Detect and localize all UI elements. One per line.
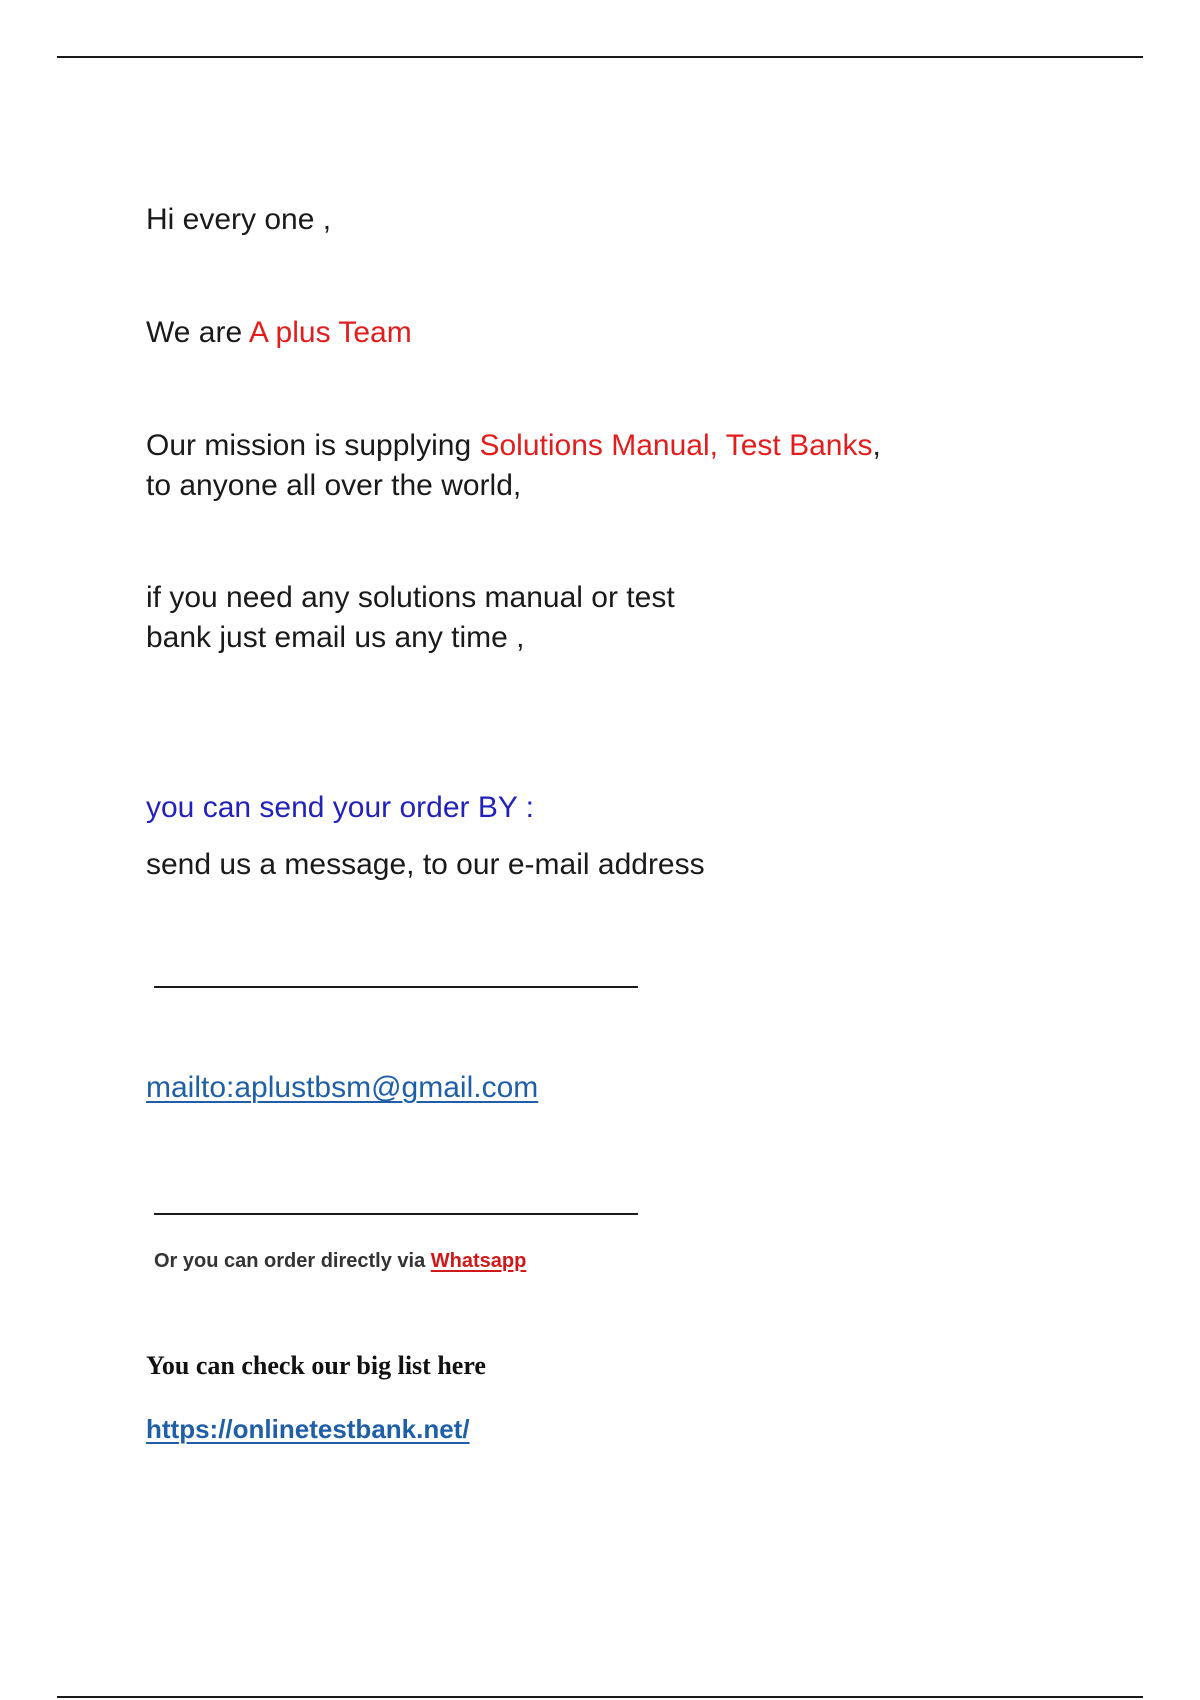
mission-highlight: Solutions Manual, Test Banks: [479, 429, 873, 462]
top-rule: [57, 56, 1143, 58]
mission-line-2: to anyone all over the world,: [146, 469, 522, 502]
mission-suffix: ,: [872, 429, 881, 462]
intro-prefix: We are: [146, 316, 249, 349]
greeting: Hi every one ,: [146, 203, 332, 236]
mission-prefix: Our mission is supplying: [146, 429, 480, 462]
list-heading: You can check our big list here: [146, 1351, 486, 1380]
mission-line-1: [146, 426, 881, 466]
email-link[interactable]: mailto:aplustbsm@gmail.com: [146, 1071, 539, 1104]
list-url-link[interactable]: https://onlinetestbank.net/: [146, 1414, 470, 1444]
intro-line: [146, 313, 412, 353]
whatsapp-link[interactable]: Whatsapp: [430, 1250, 527, 1272]
team-name: A plus Team: [248, 316, 412, 349]
whatsapp-line: [154, 1248, 526, 1274]
need-line-2: bank just email us any time ,: [146, 621, 525, 654]
need-line-1: if you need any solutions manual or test: [146, 581, 675, 614]
separator-line-1: [154, 986, 638, 988]
email-line: [146, 1068, 538, 1108]
separator-line-2: [154, 1213, 638, 1215]
whatsapp-prefix: Or you can order directly via: [154, 1250, 431, 1272]
order-instruction: send us a message, to our e-mail address: [146, 848, 705, 881]
order-heading: you can send your order BY :: [146, 791, 535, 824]
bottom-rule: [57, 1696, 1143, 1698]
